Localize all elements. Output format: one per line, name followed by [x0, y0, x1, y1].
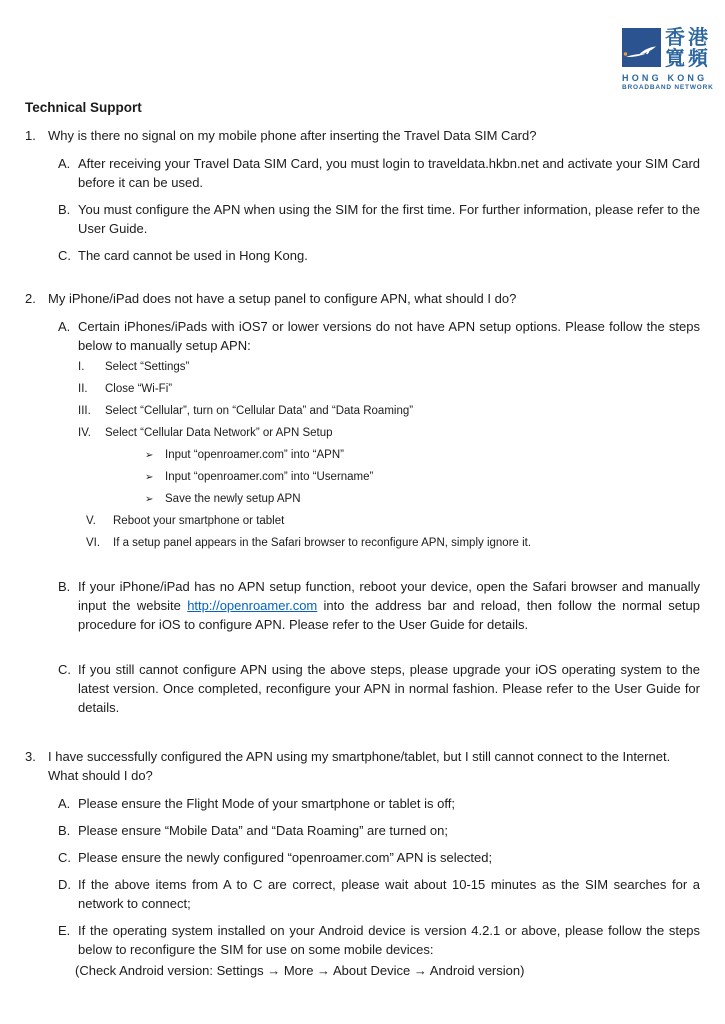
step-iv-text: Select “Cellular Data Network” or APN Setup — [105, 427, 333, 439]
substep-save-text: Save the newly setup APN — [165, 493, 301, 505]
answer-2c-text: If you still cannot configure APN using the above steps, please upgrade your iOS operating system to the latest version. Once completed, reconfigure your APN in normal fashion. Please refer to the User Guide for details. — [78, 662, 700, 715]
answer-2b-text-before: If your iPhone/iPad has no APN setup function, reboot your device, open the Safari browser and manually input the website — [78, 579, 700, 613]
openroamer-link[interactable]: http://openroamer.com — [187, 598, 318, 613]
answer-1b-label: B. — [58, 202, 71, 217]
question-1-text: Why is there no signal on my mobile phone after inserting the Travel Data SIM Card? — [48, 128, 537, 143]
step-vi-text: If a setup panel appears in the Safari browser to reconfigure APN, simply ignore it. — [113, 537, 532, 549]
arrowhead-bullet-icon: ➢ — [145, 472, 154, 483]
answer-3d — [58, 875, 700, 913]
answer-3e-label: E. — [58, 923, 71, 938]
answer-2b — [58, 577, 700, 634]
answer-1c — [58, 246, 700, 265]
answer-3b-text: Please ensure “Mobile Data” and “Data Roaming” are turned on; — [78, 823, 448, 838]
arrowhead-bullet-icon: ➢ — [145, 450, 154, 461]
arrowhead-bullet-icon: ➢ — [145, 494, 154, 505]
hkbn-logo-chinese-line2: 寬頻 — [665, 48, 711, 70]
answer-3d-text: If the above items from A to C are correct, please wait about 10-15 minutes as the SIM searches for a network to connect; — [78, 877, 700, 911]
answer-3a — [58, 794, 700, 813]
answer-2a-text: Certain iPhones/iPads with iOS7 or lower versions do not have APN setup options. Please follow the steps below to manually setup APN: — [78, 319, 700, 353]
hkbn-logo-chinese-line1: 香港 — [665, 27, 711, 49]
step-vi-label: VI. — [86, 537, 101, 549]
answer-3b — [58, 821, 700, 840]
substep-save — [145, 492, 700, 507]
answer-1b-text: You must configure the APN when using the SIM for the first time. For further information, please refer to the User Guide. — [78, 202, 700, 236]
answer-1b — [58, 200, 700, 238]
question-2-number: 2. — [25, 291, 36, 306]
answer-3e — [58, 921, 700, 959]
question-1-number: 1. — [25, 128, 36, 143]
step-iii-text: Select “Cellular”, turn on “Cellular Data” and “Data Roaming” — [105, 405, 414, 417]
step-iii — [78, 404, 700, 419]
question-3 — [25, 747, 700, 785]
answer-1a-text: After receiving your Travel Data SIM Card, you must login to traveldata.hkbn.net and activate your SIM Card before it can be used. — [78, 156, 700, 190]
answer-3b-label: B. — [58, 823, 71, 838]
answer-1a-label: A. — [58, 156, 71, 171]
answer-3c — [58, 848, 700, 867]
answer-3a-text: Please ensure the Flight Mode of your smartphone or tablet is off; — [78, 796, 455, 811]
question-1 — [25, 126, 700, 145]
step-i-label: I. — [78, 361, 85, 373]
question-3-number: 3. — [25, 749, 36, 764]
answer-3c-text: Please ensure the newly configured “openroamer.com” APN is selected; — [78, 850, 493, 865]
hkbn-logo-mark-icon — [622, 28, 661, 67]
answer-2b-text-after: into the address bar and reload, then follow the normal setup procedure for iOS to configure APN. Please refer to the User Guide for details. — [78, 598, 700, 632]
question-3-text: I have successfully configured the APN using my smartphone/tablet, but I still cannot connect to the Internet. What should I do? — [48, 749, 671, 783]
step-ii-label: II. — [78, 383, 88, 395]
hkbn-logo-chinese — [665, 28, 711, 70]
answer-2a — [58, 317, 700, 355]
answer-3d-label: D. — [58, 877, 71, 892]
hkbn-logo-top — [622, 28, 710, 70]
answer-3c-label: C. — [58, 850, 71, 865]
question-2-text: My iPhone/iPad does not have a setup panel to configure APN, what should I do? — [48, 291, 517, 306]
answer-1a — [58, 154, 700, 192]
answer-2c-label: C. — [58, 662, 71, 677]
step-iii-label: III. — [78, 405, 91, 417]
step-iv — [78, 426, 700, 441]
answer-3a-label: A. — [58, 796, 71, 811]
substep-apn-text: Input “openroamer.com” into “APN” — [165, 449, 344, 461]
hkbn-logo-english-line2: BROADBAND NETWORK — [622, 84, 714, 91]
answer-1c-label: C. — [58, 248, 71, 263]
step-ii-text: Close “Wi-Fi” — [105, 383, 173, 395]
answer-2a-label: A. — [58, 319, 71, 334]
substep-username-text: Input “openroamer.com” into “Username” — [165, 471, 374, 483]
step-iv-label: IV. — [78, 427, 92, 439]
android-version-note: (Check Android version: Settings → More → About Device → Android version) — [75, 963, 525, 978]
step-v-text: Reboot your smartphone or tablet — [113, 515, 285, 527]
substep-apn — [145, 448, 700, 463]
substep-username — [145, 470, 700, 485]
answer-1c-text: The card cannot be used in Hong Kong. — [78, 248, 308, 263]
hkbn-logo-english-line1: HONG KONG — [622, 73, 708, 83]
question-2 — [25, 289, 700, 308]
step-i — [78, 360, 700, 375]
step-v — [86, 514, 700, 529]
step-i-text: Select “Settings” — [105, 361, 190, 373]
answer-2c — [58, 660, 700, 717]
step-v-label: V. — [86, 515, 96, 527]
hkbn-logo — [622, 27, 714, 91]
answer-2b-text — [78, 577, 700, 634]
answer-3e-text: If the operating system installed on your Android device is version 4.2.1 or above, please follow the steps below to reconfigure the SIM for use on some mobile devices: — [78, 923, 700, 957]
step-vi — [86, 536, 700, 551]
answer-2b-label: B. — [58, 579, 71, 594]
step-ii — [78, 382, 700, 397]
page-title: Technical Support — [25, 100, 142, 115]
